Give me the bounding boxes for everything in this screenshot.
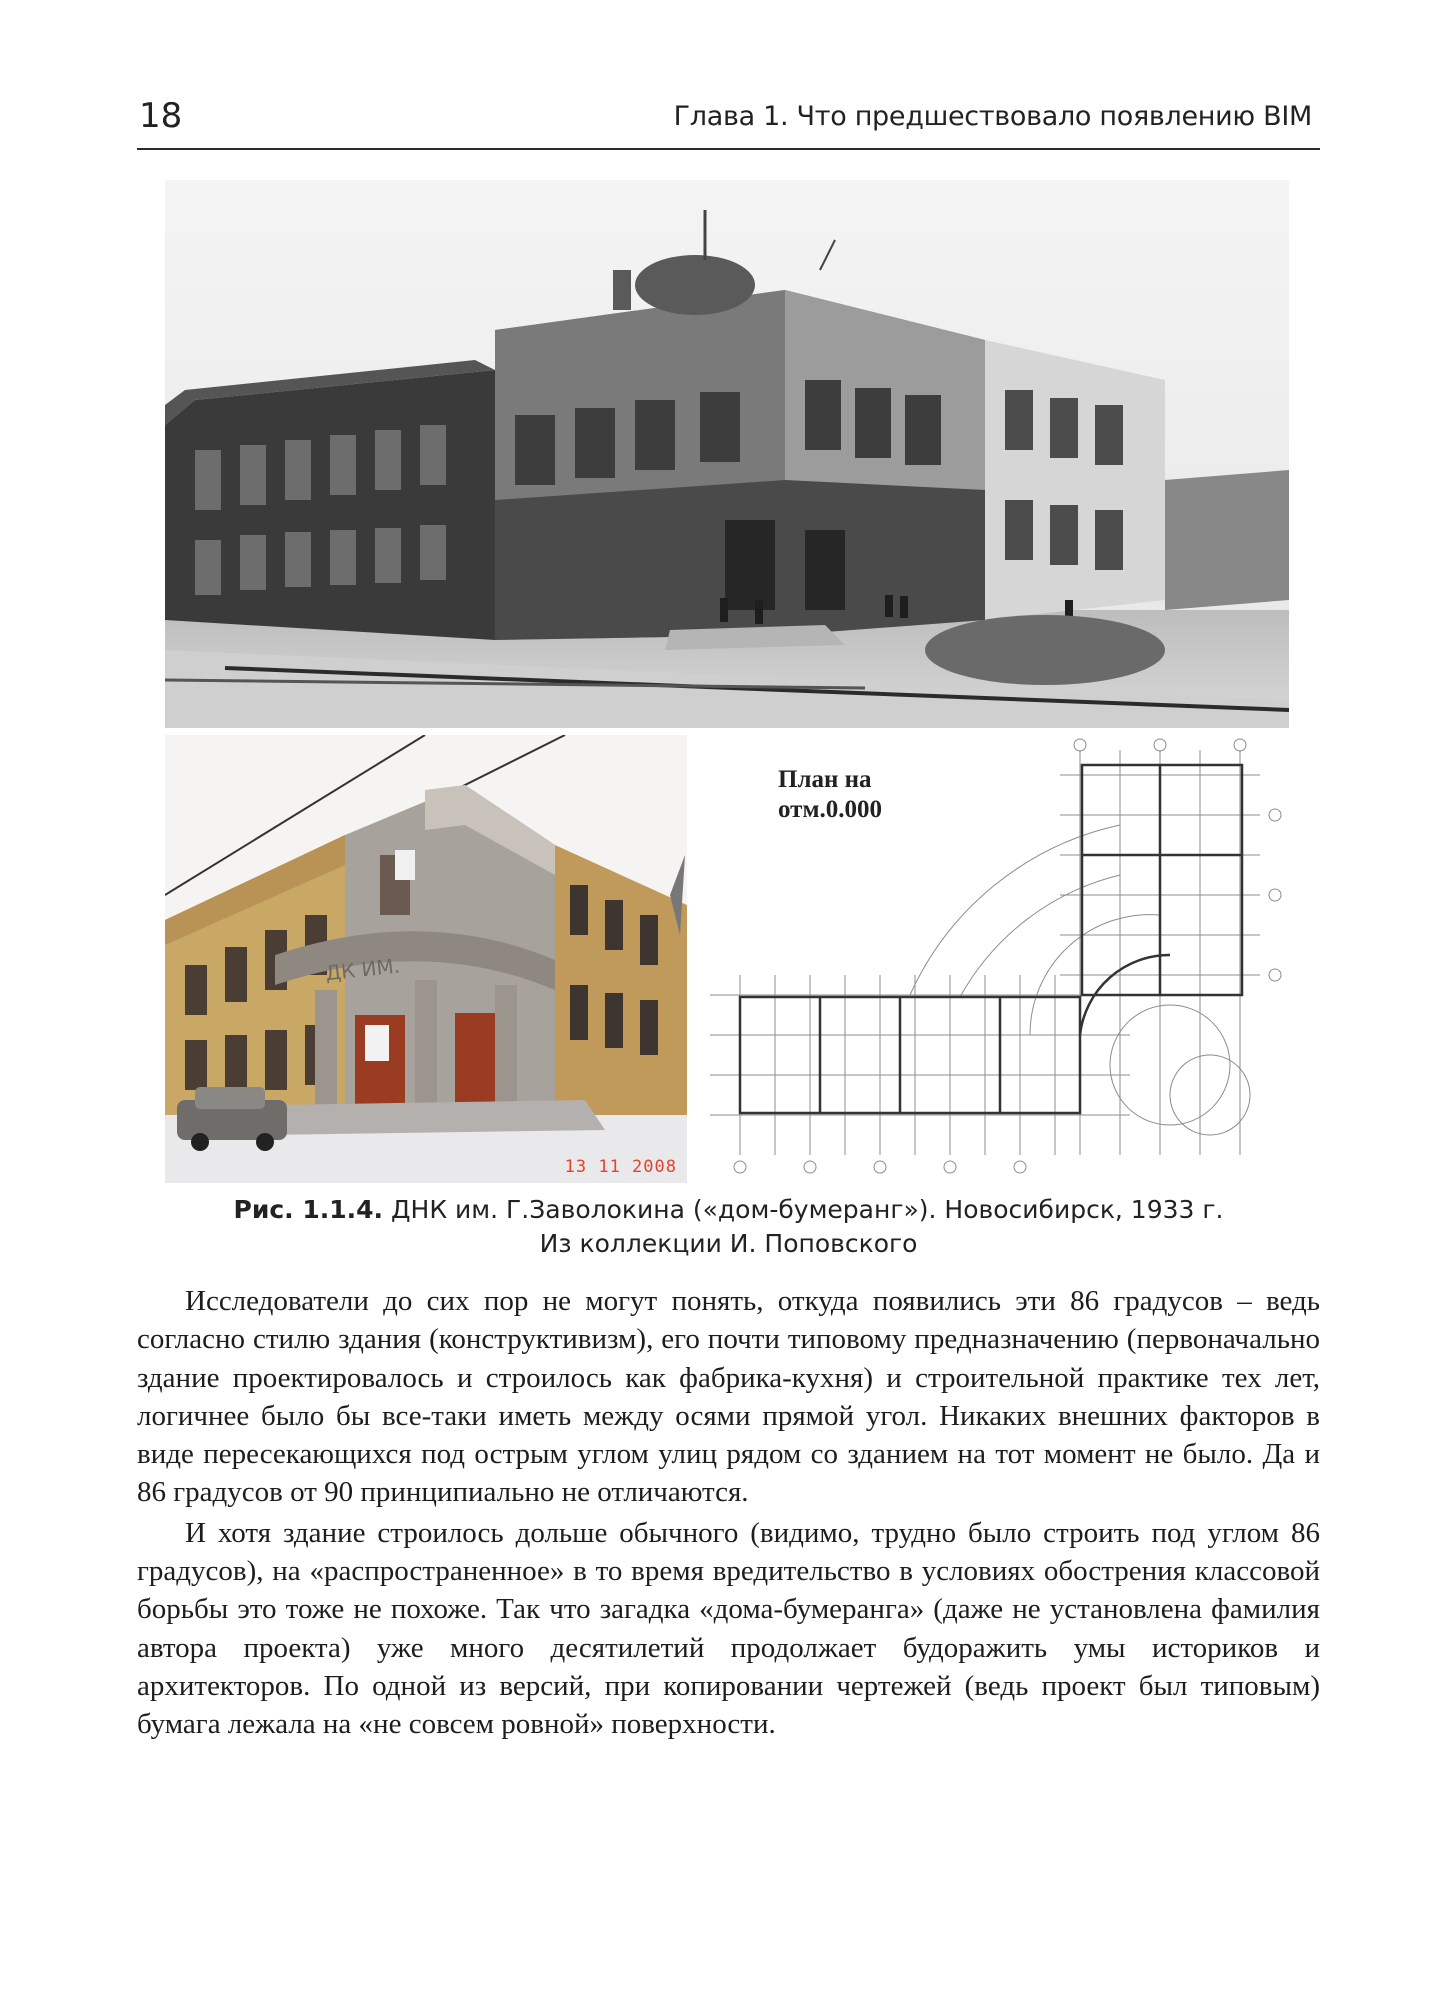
chapter-running-title: Глава 1. Что предшествовало появлению BIM bbox=[673, 101, 1312, 132]
svg-text:ДК ИМ.: ДК ИМ. bbox=[324, 953, 402, 986]
body-text bbox=[137, 1282, 1320, 1744]
page-header bbox=[137, 94, 1320, 150]
paragraph-2: И хотя здание строилось дольше обычного (видимо, трудно было строить под углом 86 градусов), на «распространенное» в то время вредительство в условиях обострения классовой борьбы это тоже не похоже. Так что загадка «дома-бумеранга» (даже не установлена фамилия автора проекта) уже много десятилетий продолжает будоражить умы историков и архитекторов. По одной из версий, при копировании чертежей (ведь проект был типовым) бумага лежала на «не совсем ровной» поверхности. bbox=[137, 1516, 1320, 1741]
floor-plan-drawing bbox=[700, 735, 1290, 1185]
page-number: 18 bbox=[139, 96, 183, 136]
modern-photo bbox=[165, 735, 687, 1183]
photo-date-stamp: 13 11 2008 bbox=[564, 1157, 677, 1177]
figure-caption bbox=[137, 1193, 1320, 1261]
caption-line-2: Из коллекции И. Поповского bbox=[539, 1229, 918, 1258]
caption-number: Рис. 1.1.4. bbox=[233, 1195, 384, 1224]
historical-photo bbox=[165, 180, 1289, 728]
paragraph-1: Исследователи до сих пор не могут понять, откуда появились эти 86 градусов – ведь согласно стилю здания (конструктивизм), его почти типовому предназначению (первоначально здание проектировалось и строилось как фабрика-кухня) и строительной практике тех лет, логичнее было бы все-таки иметь между осями прямой угол. Никаких внешних факторов в виде пересекающихся под острым углом улиц рядом со зданием на тот момент не было. Да и 86 градусов от 90 принципиально не отличаются. bbox=[137, 1285, 1320, 1509]
plan-elevation-label: План на отм.0.000 bbox=[778, 766, 882, 823]
caption-line-1: ДНК им. Г.Заволокина («дом-бумеранг»). Новосибирск, 1933 г. bbox=[391, 1195, 1224, 1224]
